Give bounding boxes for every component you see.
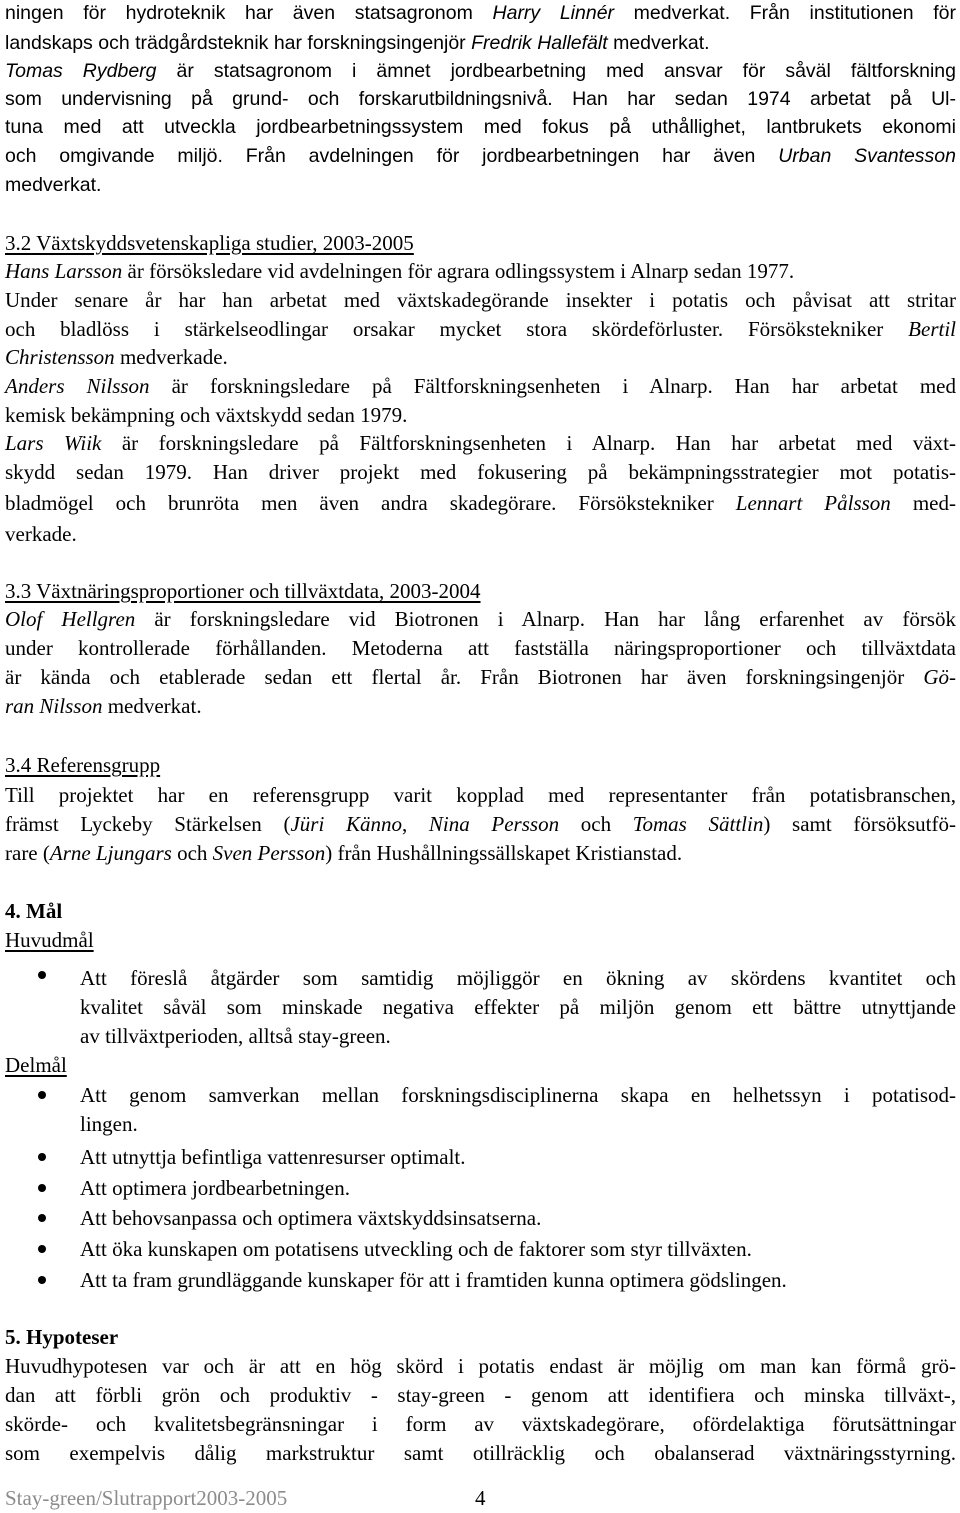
section-heading-3-4: 3.4 Referensgrupp — [5, 753, 161, 777]
paragraph-line: ningen för hydroteknik har även statsagronom Harry Linnér medverkat. Från institutionen för — [5, 2, 956, 24]
person-name: Bertil — [908, 317, 956, 341]
bullet-icon — [38, 1214, 46, 1222]
main-goal-line: kvalitet såväl som minskade negativa effekter på miljön genom ett bättre utnyttjande — [80, 995, 956, 1019]
person-name: Anders Nilsson — [5, 374, 150, 398]
subgoal-line: lingen. — [80, 1112, 138, 1136]
person-name: ran Nilsson — [5, 694, 103, 718]
person-name: Urban Svantesson — [778, 145, 956, 167]
person-name: Gö- — [923, 665, 956, 689]
person-name: Tomas Rydberg — [5, 60, 157, 82]
paragraph-line: tuna med att utveckla jordbearbetningssystem med fokus på uthållighet, lantbrukets ekonomi — [5, 116, 956, 138]
section-heading-3-3: 3.3 Växtnäringsproportioner och tillväxtdata, 2003-2004 — [5, 579, 481, 603]
paragraph-line: skörde- och kvalitetsbegränsningar i form av växtskadegörare, ofördelaktiga förutsättningar — [5, 1412, 956, 1436]
paragraph-line: Lars Wiik är forskningsledare på Fältforskningsenheten i Alnarp. Han har arbetat med växt- — [5, 431, 956, 455]
paragraph-line: Anders Nilsson är forskningsledare på Fältforskningsenheten i Alnarp. Han har arbetat med — [5, 374, 957, 398]
subgoal-item: Att öka kunskapen om potatisens utveckling och de faktorer som styr tillväxten. — [80, 1237, 752, 1261]
bullet-icon — [38, 1245, 46, 1253]
paragraph-line: ran Nilsson medverkat. — [5, 694, 202, 718]
bullet-icon — [38, 1184, 46, 1192]
section-heading-3-2: 3.2 Växtskyddsvetenskapliga studier, 2003-2005 — [5, 231, 414, 255]
paragraph-line: kemisk bekämpning och växtskydd sedan 1979. — [5, 403, 408, 427]
main-goal-line: av tillväxtperioden, alltså stay-green. — [80, 1024, 391, 1048]
subgoal-item: Att behovsanpassa och optimera växtskyddsinsatserna. — [80, 1206, 542, 1230]
subgoal-item: Att optimera jordbearbetningen. — [80, 1176, 350, 1200]
person-name: Hans Larsson — [5, 259, 123, 283]
paragraph-line: som exempelvis dålig markstruktur samt otillräcklig och obalanserad växtnäringsstyrning. — [5, 1441, 956, 1465]
bullet-icon — [38, 1276, 46, 1284]
bullet-icon — [38, 1153, 46, 1161]
paragraph-line: skydd sedan 1979. Han driver projekt med fokusering på bekämpningsstrategier mot potatis- — [5, 460, 956, 484]
paragraph-line: Hans Larsson är försöksledare vid avdelningen för agrara odlingssystem i Alnarp sedan 1977. — [5, 259, 795, 283]
person-name: Harry Linnér — [492, 2, 615, 24]
person-name: Lennart Pålsson — [735, 491, 891, 515]
subgoal-item: Att utnyttja befintliga vattenresurser optimalt. — [80, 1145, 466, 1169]
section-heading-4: 4. Mål — [5, 899, 63, 923]
subheading-subgoals: Delmål — [5, 1053, 67, 1077]
paragraph-line: är kända och etablerade sedan ett flertal år. Från Biotronen har även forskningsingenjör Gö- — [5, 665, 956, 689]
paragraph-line: Under senare år har han arbetat med växtskadegörande insekter i potatis och påvisat att stritar — [5, 288, 956, 312]
bullet-icon — [38, 971, 46, 979]
paragraph-line: Christensson medverkade. — [5, 345, 228, 369]
paragraph-line: dan att förbli grön och produktiv - stay-green - genom att identifiera och minska tillväxt-, — [5, 1383, 956, 1407]
paragraph-line: och bladlöss i stärkelseodlingar orsakar mycket stora skördeförluster. Försökstekniker Bertil — [5, 317, 956, 341]
page-number: 4 — [475, 1486, 486, 1510]
paragraph-line: Tomas Rydberg är statsagronom i ämnet jordbearbetning med ansvar för såväl fältforskning — [5, 60, 956, 82]
paragraph-line: som undervisning på grund- och forskarutbildningsnivå. Han har sedan 1974 arbetat på Ul- — [5, 88, 956, 110]
person-name: Sven Persson — [212, 841, 326, 865]
person-name: Nina Persson — [428, 812, 560, 836]
person-name: Lars Wiik — [5, 431, 102, 455]
person-name: Fredrik Hallefält — [471, 32, 608, 54]
paragraph-line: bladmögel och brunröta men även andra skadegörare. Försökstekniker Lennart Pålsson med- — [5, 491, 956, 515]
subgoal-item: Att ta fram grundläggande kunskaper för att i framtiden kunna optimera gödslingen. — [80, 1268, 787, 1292]
paragraph-line: Huvudhypotesen var och är att en hög skörd i potatis endast är möjlig om man kan förmå grö- — [5, 1354, 956, 1378]
paragraph-line: främst Lyckeby Stärkelsen (Jüri Känno, Nina Persson och Tomas Sättlin) samt försöksutfö- — [5, 812, 957, 836]
section-heading-5: 5. Hypoteser — [5, 1325, 119, 1349]
main-goal-line: Att föreslå åtgärder som samtidig möjliggör en ökning av skördens kvantitet och — [80, 966, 956, 990]
person-name: Arne Ljungars — [49, 841, 172, 865]
subheading-main-goal: Huvudmål — [5, 928, 94, 952]
paragraph-line: landskaps och trädgårdsteknik har forskningsingenjör Fredrik Hallefält medverkat. — [5, 32, 710, 54]
paragraph-line: under kontrollerade förhållanden. Metoderna att fastställa näringsproportioner och tillväxtdata — [5, 636, 956, 660]
person-name: Jüri Känno — [290, 812, 402, 836]
paragraph-line: Till projektet har en referensgrupp varit kopplad med representanter från potatisbranschen, — [5, 783, 956, 807]
paragraph-line: medverkat. — [5, 174, 102, 196]
person-name: Olof Hellgren — [5, 607, 136, 631]
subgoal-line: Att genom samverkan mellan forskningsdisciplinerna skapa en helhetssyn i potatisod- — [80, 1083, 956, 1107]
footer-document-id: Stay-green/Slutrapport2003-2005 — [5, 1486, 288, 1510]
paragraph-line: Olof Hellgren är forskningsledare vid Biotronen i Alnarp. Han har lång erfarenhet av försök — [5, 607, 956, 631]
person-name: Christensson — [5, 345, 115, 369]
person-name: Tomas Sättlin — [632, 812, 764, 836]
paragraph-line: verkade. — [5, 522, 77, 546]
paragraph-line: rare (Arne Ljungars och Sven Persson) från Hushållningssällskapet Kristianstad. — [5, 841, 683, 865]
bullet-icon — [38, 1091, 46, 1099]
paragraph-line: och omgivande miljö. Från avdelningen för jordbearbetningen har även Urban Svantesson — [5, 145, 956, 167]
